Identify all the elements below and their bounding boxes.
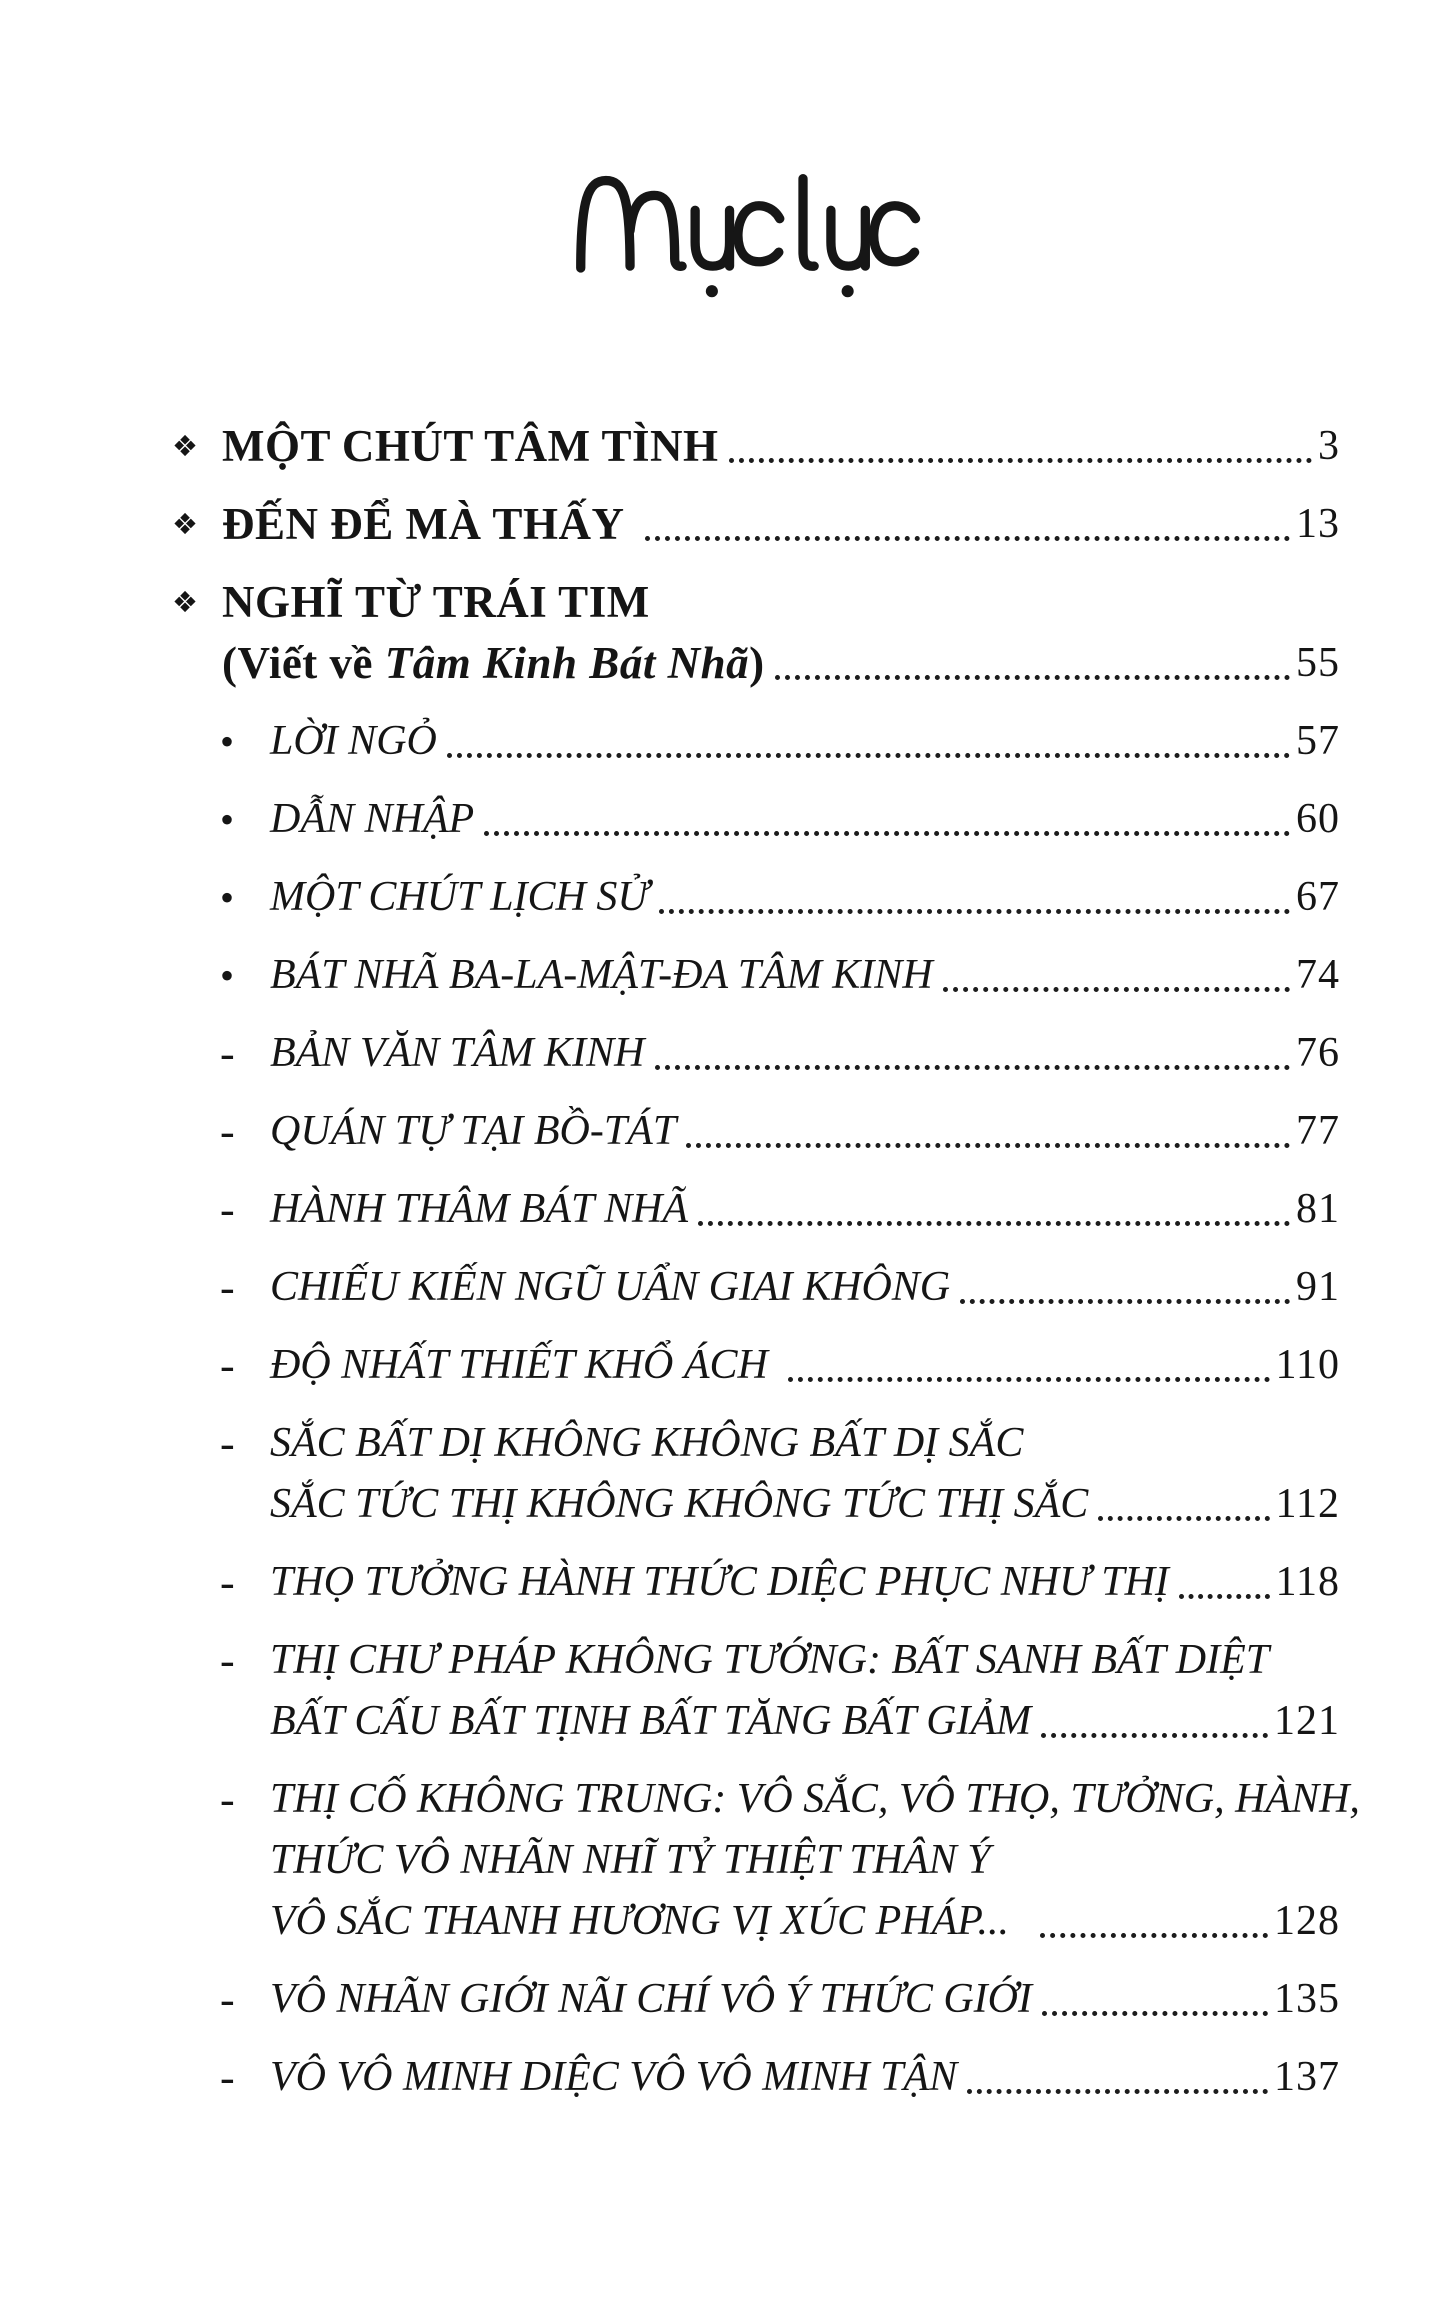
entry-line: [222, 494, 1340, 555]
page-number: 55: [1296, 640, 1340, 686]
entry-line: [270, 1413, 1340, 1474]
dot-leader: [788, 1377, 1269, 1382]
page-number: 77: [1296, 1108, 1340, 1154]
entry-content: [270, 1769, 1360, 1952]
page-title-text: [520, 160, 521, 161]
entry-marker-icon: ❖: [172, 429, 198, 463]
toc-entry: [172, 1630, 1340, 1752]
page-number: 135: [1274, 1976, 1340, 2022]
entry-marker-icon: -: [220, 1107, 235, 1156]
toc-entry: [172, 494, 1340, 555]
entry-marker-icon: -: [220, 1263, 235, 1312]
entry-line: [270, 1552, 1340, 1613]
toc-list: [172, 416, 1360, 2108]
entry-text: THỨC VÔ NHÃN NHĨ TỶ THIỆT THÂN Ý: [270, 1837, 991, 1883]
entry-text: MỘT CHÚT TÂM TÌNH: [222, 421, 719, 471]
page-number: 121: [1274, 1698, 1340, 1744]
entry-text: MỘT CHÚT LỊCH SỬ: [270, 874, 650, 920]
entry-content: [270, 789, 1340, 850]
toc-entry: [172, 789, 1340, 850]
entry-content: [270, 1552, 1340, 1613]
entry-line: [270, 1101, 1340, 1162]
entry-marker-icon: -: [220, 1341, 235, 1390]
dot-leader: [686, 1143, 1290, 1148]
entry-content: [270, 1101, 1340, 1162]
toc-entry: [172, 1769, 1360, 1952]
entry-content: [270, 1335, 1340, 1396]
entry-text: DẪN NHẬP: [270, 796, 475, 842]
entry-text: THỊ CHƯ PHÁP KHÔNG TƯỚNG: BẤT SANH BẤT DIỆT: [270, 1637, 1270, 1683]
entry-text: SẮC BẤT DỊ KHÔNG KHÔNG BẤT DỊ SẮC: [270, 1420, 1024, 1466]
page-number: 3: [1318, 423, 1340, 469]
entry-content: [270, 1023, 1340, 1084]
page-number: 67: [1296, 874, 1340, 920]
entry-content: [270, 1413, 1340, 1535]
entry-content: [270, 2047, 1340, 2108]
page-number: 60: [1296, 796, 1340, 842]
toc-entry: [172, 1413, 1340, 1535]
entry-marker-icon: -: [220, 1558, 235, 1607]
dot-leader: [1040, 1933, 1268, 1938]
entry-text: ĐỘ NHẤT THIẾT KHỔ ÁCH: [270, 1342, 779, 1388]
entry-text: THỊ CỐ KHÔNG TRUNG: VÔ SẮC, VÔ THỌ, TƯỞNG, HÀNH,: [270, 1776, 1360, 1822]
entry-text: VÔ SẮC THANH HƯƠNG VỊ XÚC PHÁP...: [270, 1898, 1031, 1944]
toc-entry: [172, 2047, 1340, 2108]
entry-marker-icon: -: [220, 1029, 235, 1078]
entry-text: BÁT NHÃ BA-LA-MẬT-ĐA TÂM KINH: [270, 952, 933, 998]
entry-line: [222, 416, 1340, 477]
entry-line: [270, 1691, 1340, 1752]
entry-text: QUÁN TỰ TẠI BỒ-TÁT: [270, 1108, 677, 1154]
page-number: 13: [1296, 501, 1340, 547]
entry-line: [270, 1769, 1360, 1830]
entry-marker-icon: -: [220, 1636, 235, 1685]
entry-line: [270, 1830, 1340, 1891]
page-title: [0, 0, 1456, 310]
entry-content: [270, 1969, 1340, 2030]
entry-text: BẤT CẤU BẤT TỊNH BẤT TĂNG BẤT GIẢM: [270, 1698, 1032, 1744]
entry-line: [270, 1023, 1340, 1084]
entry-content: [270, 945, 1340, 1006]
entry-marker-icon: -: [220, 1185, 235, 1234]
dot-leader: [967, 2089, 1268, 2094]
toc-entry: [172, 945, 1340, 1006]
toc-entry: [172, 1969, 1340, 2030]
entry-marker-icon: •: [220, 953, 235, 998]
toc-entry: [172, 1552, 1340, 1613]
entry-marker-icon: -: [220, 1775, 235, 1824]
page-number: 118: [1275, 1559, 1340, 1605]
entry-line: [270, 711, 1340, 772]
entry-marker-icon: -: [220, 1975, 235, 2024]
entry-line: [270, 1335, 1340, 1396]
dot-leader: [1179, 1594, 1270, 1599]
dot-leader: [659, 909, 1290, 914]
entry-text: (Viết về Tâm Kinh Bát Nhã): [222, 638, 765, 688]
toc-entry: [172, 1023, 1340, 1084]
dot-leader: [698, 1221, 1290, 1226]
entry-marker-icon: •: [220, 719, 235, 764]
entry-line: [270, 1630, 1340, 1691]
entry-text: BẢN VĂN TÂM KINH: [270, 1030, 645, 1076]
entry-line: [270, 2047, 1340, 2108]
entry-text: NGHĨ TỪ TRÁI TIM: [222, 577, 650, 627]
toc-entry: [172, 1257, 1340, 1318]
dot-leader: [943, 987, 1290, 992]
toc-entry: [172, 572, 1340, 694]
entry-text: ĐẾN ĐỂ MÀ THẤY: [222, 499, 635, 549]
entry-text: HÀNH THÂM BÁT NHÃ: [270, 1186, 689, 1232]
entry-marker-icon: -: [220, 1419, 235, 1468]
handwritten-title-script-icon: [564, 160, 936, 309]
entry-line: [270, 1891, 1340, 1952]
page-number: 81: [1296, 1186, 1340, 1232]
page-number: 76: [1296, 1030, 1340, 1076]
entry-marker-icon: -: [220, 2053, 235, 2102]
entry-text: THỌ TƯỞNG HÀNH THỨC DIỆC PHỤC NHƯ THỊ: [270, 1559, 1169, 1605]
entry-content: [270, 1257, 1340, 1318]
dot-leader: [655, 1065, 1291, 1070]
entry-line: [270, 945, 1340, 1006]
toc-entry: [172, 1101, 1340, 1162]
entry-marker-icon: •: [220, 797, 235, 842]
page-number: 74: [1296, 952, 1340, 998]
toc-entry: [172, 416, 1340, 477]
page-number: 112: [1275, 1481, 1340, 1527]
entry-text: LỜI NGỎ: [270, 718, 437, 764]
entry-text: SẮC TỨC THỊ KHÔNG KHÔNG TỨC THỊ SẮC: [270, 1481, 1089, 1527]
entry-text: CHIẾU KIẾN NGŨ UẨN GIAI KHÔNG: [270, 1264, 951, 1310]
toc-entry: [172, 1335, 1340, 1396]
page-number: 110: [1275, 1342, 1340, 1388]
entry-line: [222, 572, 1340, 633]
dot-leader: [645, 536, 1290, 541]
page-number: 57: [1296, 718, 1340, 764]
entry-content: [270, 1179, 1340, 1240]
page-number: 137: [1274, 2054, 1340, 2100]
page-number: 91: [1296, 1264, 1340, 1310]
entry-line: [270, 789, 1340, 850]
entry-line: [270, 1257, 1340, 1318]
dot-leader: [1098, 1516, 1269, 1521]
dot-leader: [447, 753, 1290, 758]
dot-leader: [960, 1299, 1290, 1304]
dot-leader: [729, 458, 1312, 463]
entry-line: [270, 1474, 1340, 1535]
entry-line: [222, 633, 1340, 694]
dot-leader: [775, 675, 1290, 680]
toc-entry: [172, 867, 1340, 928]
entry-content: [222, 494, 1340, 555]
entry-marker-icon: ❖: [172, 585, 198, 619]
entry-content: [270, 711, 1340, 772]
entry-content: [222, 416, 1340, 477]
entry-text: VÔ NHÃN GIỚI NÃI CHÍ VÔ Ý THỨC GIỚI: [270, 1976, 1032, 2022]
entry-text: VÔ VÔ MINH DIỆC VÔ VÔ MINH TẬN: [270, 2054, 958, 2100]
dot-leader: [1042, 2011, 1268, 2016]
toc-entry: [172, 711, 1340, 772]
entry-marker-icon: ❖: [172, 507, 198, 541]
entry-line: [270, 867, 1340, 928]
entry-line: [270, 1179, 1340, 1240]
toc-entry: [172, 1179, 1340, 1240]
entry-content: [270, 1630, 1340, 1752]
page-number: 128: [1274, 1898, 1340, 1944]
entry-marker-icon: •: [220, 875, 235, 920]
entry-line: [270, 1969, 1340, 2030]
dot-leader: [484, 831, 1290, 836]
entry-content: [270, 867, 1340, 928]
dot-leader: [1041, 1733, 1268, 1738]
entry-content: [222, 572, 1340, 694]
